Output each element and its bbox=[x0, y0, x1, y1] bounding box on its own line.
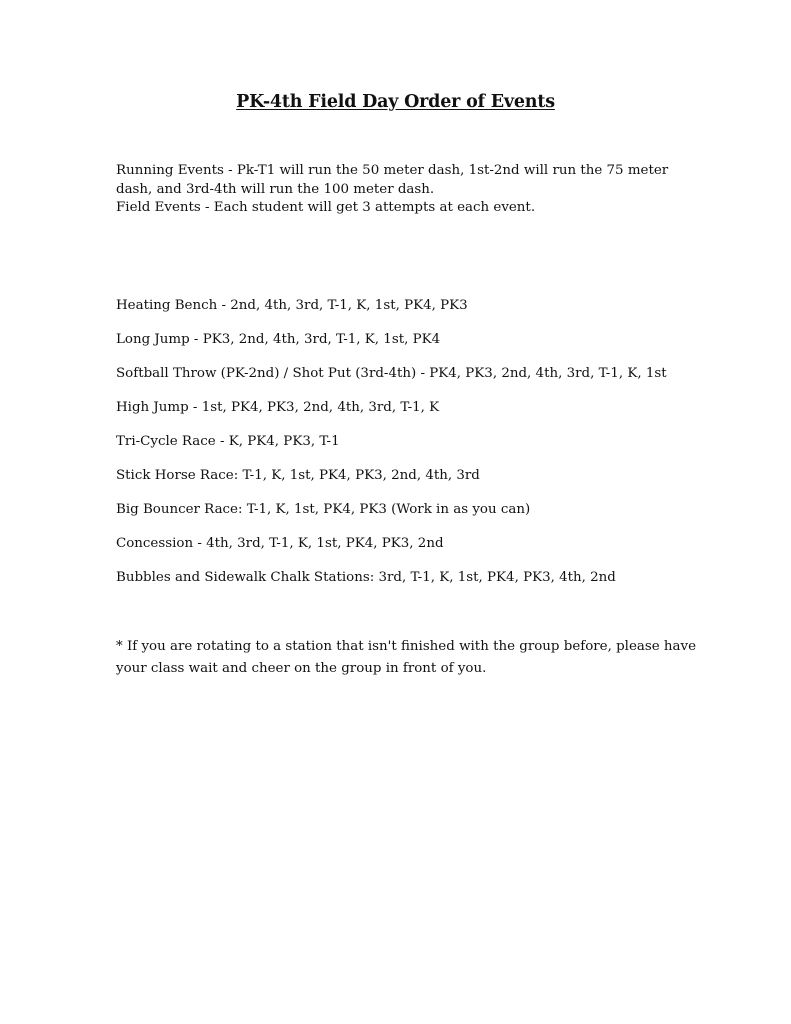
event-item: Stick Horse Race: T-1, K, 1st, PK4, PK3, 2nd, 4th, 3rd bbox=[116, 468, 480, 483]
event-item: Bubbles and Sidewalk Chalk Stations: 3rd, T-1, K, 1st, PK4, PK3, 4th, 2nd bbox=[116, 570, 616, 585]
event-item: Big Bouncer Race: T-1, K, 1st, PK4, PK3 (Work in as you can) bbox=[116, 502, 531, 517]
field-events-text: Field Events - Each student will get 3 attempts at each event. bbox=[116, 200, 536, 215]
event-item: Tri-Cycle Race - K, PK4, PK3, T-1 bbox=[116, 434, 340, 449]
document-title: PK-4th Field Day Order of Events bbox=[236, 92, 555, 112]
event-item: Heating Bench - 2nd, 4th, 3rd, T-1, K, 1st, PK4, PK3 bbox=[116, 298, 468, 313]
intro-section bbox=[116, 162, 676, 218]
footnote-text: * If you are rotating to a station that isn't finished with the group before, please have your class wait and cheer on the group in front of you. bbox=[116, 639, 697, 676]
running-events-text: Running Events - Pk-T1 will run the 50 meter dash, 1st-2nd will run the 75 meter dash, and 3rd-4th will run the 100 meter dash. bbox=[116, 163, 669, 197]
footnote bbox=[116, 636, 696, 679]
event-item: Long Jump - PK3, 2nd, 4th, 3rd, T-1, K, 1st, PK4 bbox=[116, 332, 441, 347]
event-item: Softball Throw (PK-2nd) / Shot Put (3rd-4th) - PK4, PK3, 2nd, 4th, 3rd, T-1, K, 1st bbox=[116, 366, 667, 381]
event-item: Concession - 4th, 3rd, T-1, K, 1st, PK4, PK3, 2nd bbox=[116, 536, 444, 551]
event-item: High Jump - 1st, PK4, PK3, 2nd, 4th, 3rd, T-1, K bbox=[116, 400, 440, 415]
events-list bbox=[116, 297, 716, 603]
